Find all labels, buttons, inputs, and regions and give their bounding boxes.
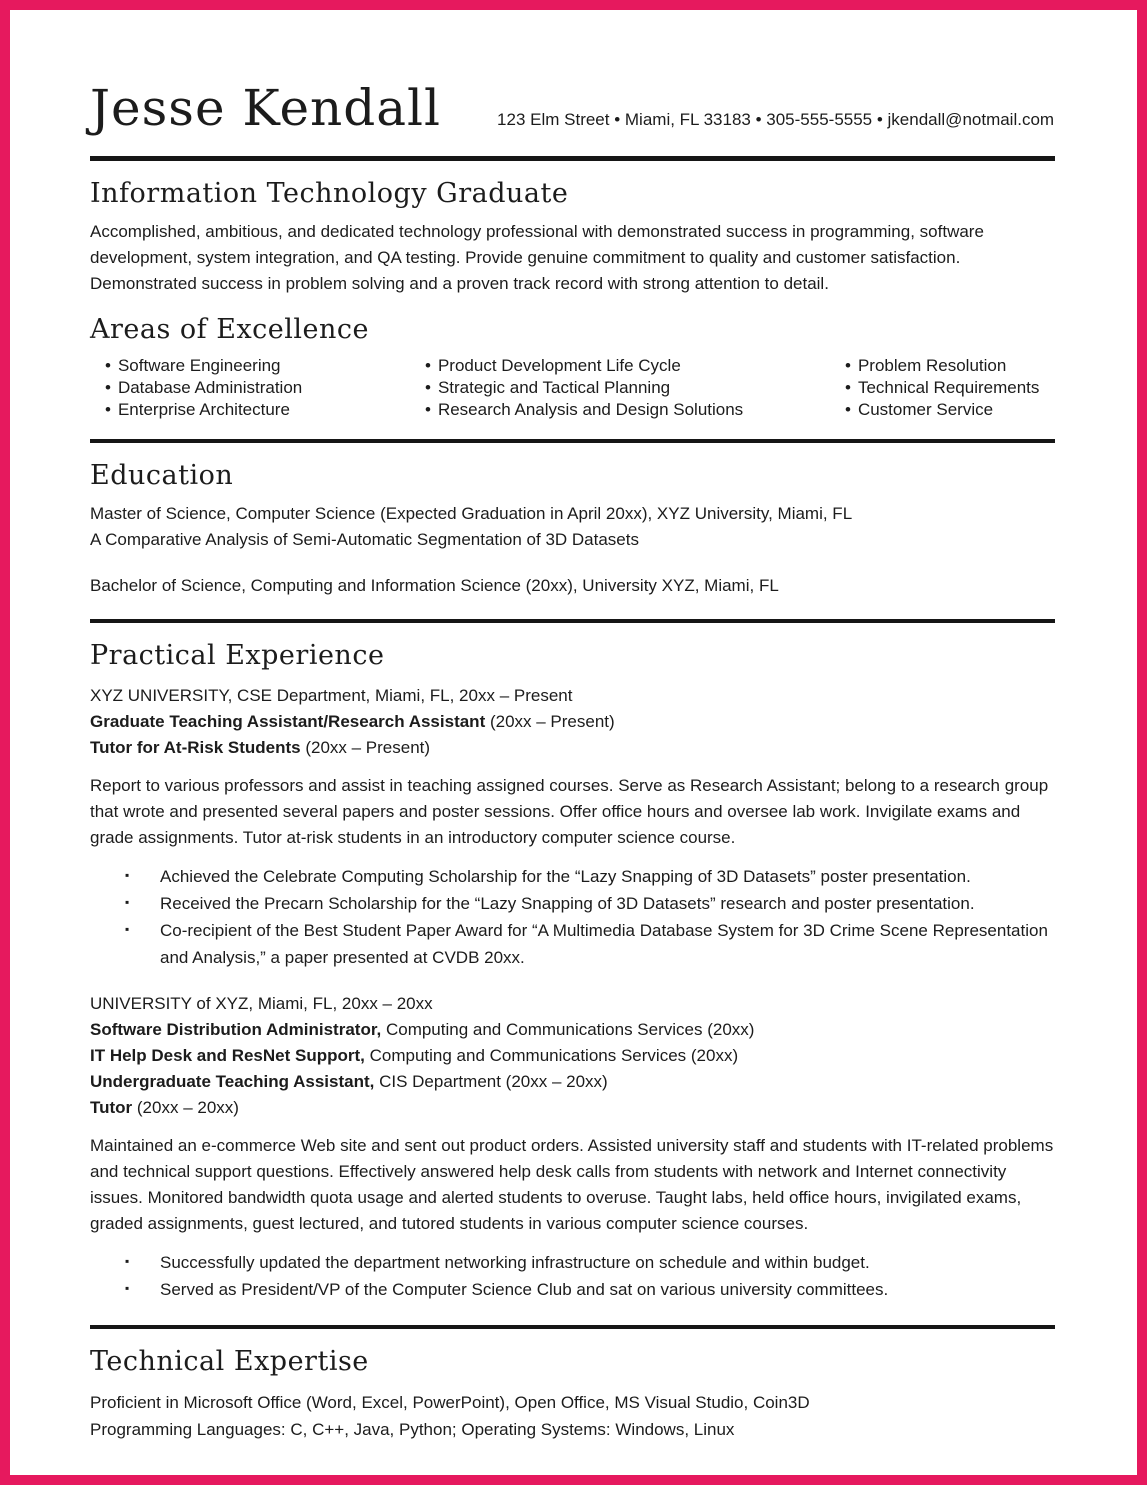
area-item [845, 355, 1055, 377]
job-highlight [90, 1276, 1055, 1303]
experience-section [90, 639, 1055, 1303]
experience-jobs [90, 683, 1055, 1303]
job-title-bold: Undergraduate Teaching Assistant, [90, 1072, 375, 1091]
technical-lines [90, 1389, 1055, 1443]
bullet-icon: • [105, 378, 111, 397]
spacer [90, 1303, 1055, 1325]
area-item [425, 377, 845, 399]
job-titles [90, 709, 1055, 761]
area-label: Customer Service [857, 400, 994, 419]
area-item [425, 355, 845, 377]
header [90, 74, 1055, 142]
bullet-icon: • [105, 356, 111, 375]
education-entries [90, 501, 1055, 599]
education-heading: Education [90, 460, 234, 491]
job-description: Maintained an e-commerce Web site and sent out product orders. Assisted university staff and students with IT-related problems and technical support questions. Effectively answered help desk calls from students with network and Internet connectivity issues. Monitored bandwidth quota usage and alerted students to overuse. Taught labs, held office hours, invigilated exams, graded assignments, guest lectured, and tutored students in various computer science courses. [90, 1136, 1054, 1233]
job-title-bold: Software Distribution Administrator, [90, 1020, 382, 1039]
job-title-detail: Computing and Communications Services (20xx) [364, 1046, 739, 1065]
job-title-bold: IT Help Desk and ResNet Support, [90, 1046, 365, 1065]
education-line: Bachelor of Science, Computing and Information Science (20xx), University XYZ, Miami, FL [90, 576, 779, 595]
job-title-detail: Computing and Communications Services (20xx) [381, 1020, 755, 1039]
job-entry [90, 991, 1055, 1303]
objective-heading: Information Technology Graduate [90, 178, 569, 209]
area-label: Research Analysis and Design Solutions [437, 400, 744, 419]
areas-column [425, 355, 845, 421]
square-bullet-icon: ▪ [125, 1281, 130, 1295]
header-divider [90, 156, 1055, 161]
bullet-icon: • [845, 378, 851, 397]
area-item [105, 377, 425, 399]
spacer [90, 421, 1055, 439]
job-employer: XYZ UNIVERSITY, CSE Department, Miami, FL, 20xx – Present [90, 686, 573, 705]
job-titles [90, 1017, 1055, 1121]
job-highlights [90, 1249, 1055, 1303]
job-description: Report to various professors and assist in teaching assigned courses. Serve as Research Assistant; belong to a research group that wrote and presented several papers and poster sessions. Offer office hours and oversee lab work. Invigilate exams and grade assignments. Tutor at-risk students in an introductory computer science course. [90, 776, 1049, 847]
job-title-detail: CIS Department (20xx – 20xx) [374, 1072, 608, 1091]
experience-divider [90, 619, 1055, 623]
job-title [90, 1069, 1055, 1095]
area-label: Database Administration [117, 378, 303, 397]
job-title-bold: Tutor [90, 1098, 133, 1117]
areas-section [90, 313, 1055, 421]
job-highlights [90, 863, 1055, 971]
areas-column [845, 355, 1055, 421]
highlight-text: Co-recipient of the Best Student Paper Award for “A Multimedia Database System for 3D Crime Scene Representation and Analysis,” a paper presented at CVDB 20xx. [160, 921, 1048, 967]
area-label: Technical Requirements [857, 378, 1040, 397]
education-section [90, 459, 1055, 599]
bullet-icon: • [845, 400, 851, 419]
education-entry [90, 501, 1055, 553]
highlight-text: Served as President/VP of the Computer Science Club and sat on various university committees. [160, 1280, 889, 1299]
areas-column [105, 355, 425, 421]
job-highlight [90, 863, 1055, 890]
job-highlight [90, 1249, 1055, 1276]
technical-heading: Technical Expertise [90, 1346, 369, 1377]
bullet-icon: • [425, 356, 431, 375]
education-divider [90, 439, 1055, 443]
education-entry [90, 573, 1055, 599]
square-bullet-icon: ▪ [125, 868, 130, 882]
contact-info: 123 Elm Street • Miami, FL 33183 • 305-555-5555 • jkendall@notmail.com [497, 110, 1055, 129]
technical-divider [90, 1325, 1055, 1329]
job-title-bold: Tutor for At-Risk Students [90, 738, 301, 757]
bullet-icon: • [845, 356, 851, 375]
resume-content [10, 10, 1137, 1443]
job-entry [90, 683, 1055, 971]
area-item [845, 399, 1055, 421]
area-item [425, 399, 845, 421]
area-label: Strategic and Tactical Planning [437, 378, 671, 397]
job-title [90, 1095, 1055, 1121]
bullet-icon: • [105, 400, 111, 419]
job-title [90, 709, 1055, 735]
area-label: Enterprise Architecture [117, 400, 290, 419]
technical-section [90, 1345, 1055, 1443]
area-item [105, 355, 425, 377]
technical-line: Programming Languages: C, C++, Java, Python; Operating Systems: Windows, Linux [90, 1420, 735, 1439]
bullet-icon: • [425, 378, 431, 397]
area-label: Problem Resolution [857, 356, 1007, 375]
candidate-name: Jesse Kendall [90, 79, 442, 137]
job-title-detail: (20xx – 20xx) [132, 1098, 239, 1117]
technical-line: Proficient in Microsoft Office (Word, Excel, PowerPoint), Open Office, MS Visual Studio, Coin3D [90, 1393, 810, 1412]
job-title [90, 735, 1055, 761]
square-bullet-icon: ▪ [125, 922, 130, 936]
job-highlight [90, 890, 1055, 917]
square-bullet-icon: ▪ [125, 1254, 130, 1268]
area-label: Software Engineering [117, 356, 281, 375]
job-title-detail: (20xx – Present) [300, 738, 431, 757]
areas-columns [90, 355, 1055, 421]
square-bullet-icon: ▪ [125, 895, 130, 909]
bullet-icon: • [425, 400, 431, 419]
area-item [845, 377, 1055, 399]
job-employer: UNIVERSITY of XYZ, Miami, FL, 20xx – 20xx [90, 994, 433, 1013]
highlight-text: Received the Precarn Scholarship for the “Lazy Snapping of 3D Datasets” research and poster presentation. [160, 894, 975, 913]
education-line: Master of Science, Computer Science (Expected Graduation in April 20xx), XYZ University, Miami, FL [90, 504, 853, 523]
job-highlight [90, 917, 1055, 971]
highlight-text: Successfully updated the department networking infrastructure on schedule and within budget. [160, 1253, 870, 1272]
job-title [90, 1043, 1055, 1069]
objective-summary: Accomplished, ambitious, and dedicated technology professional with demonstrated success in programming, software development, system integration, and QA testing. Provide genuine commitment to quality and customer satisfaction. Demonstrated success in problem solving and a proven track record with strong attention to detail. [90, 222, 984, 293]
job-title [90, 1017, 1055, 1043]
highlight-text: Achieved the Celebrate Computing Scholarship for the “Lazy Snapping of 3D Datasets” poster presentation. [160, 867, 971, 886]
area-item [105, 399, 425, 421]
job-title-bold: Graduate Teaching Assistant/Research Assistant [90, 712, 486, 731]
experience-heading: Practical Experience [90, 640, 385, 671]
education-line: A Comparative Analysis of Semi-Automatic Segmentation of 3D Datasets [90, 530, 639, 549]
area-label: Product Development Life Cycle [437, 356, 681, 375]
objective-section [90, 177, 1055, 297]
areas-heading: Areas of Excellence [90, 314, 370, 345]
job-title-detail: (20xx – Present) [485, 712, 615, 731]
